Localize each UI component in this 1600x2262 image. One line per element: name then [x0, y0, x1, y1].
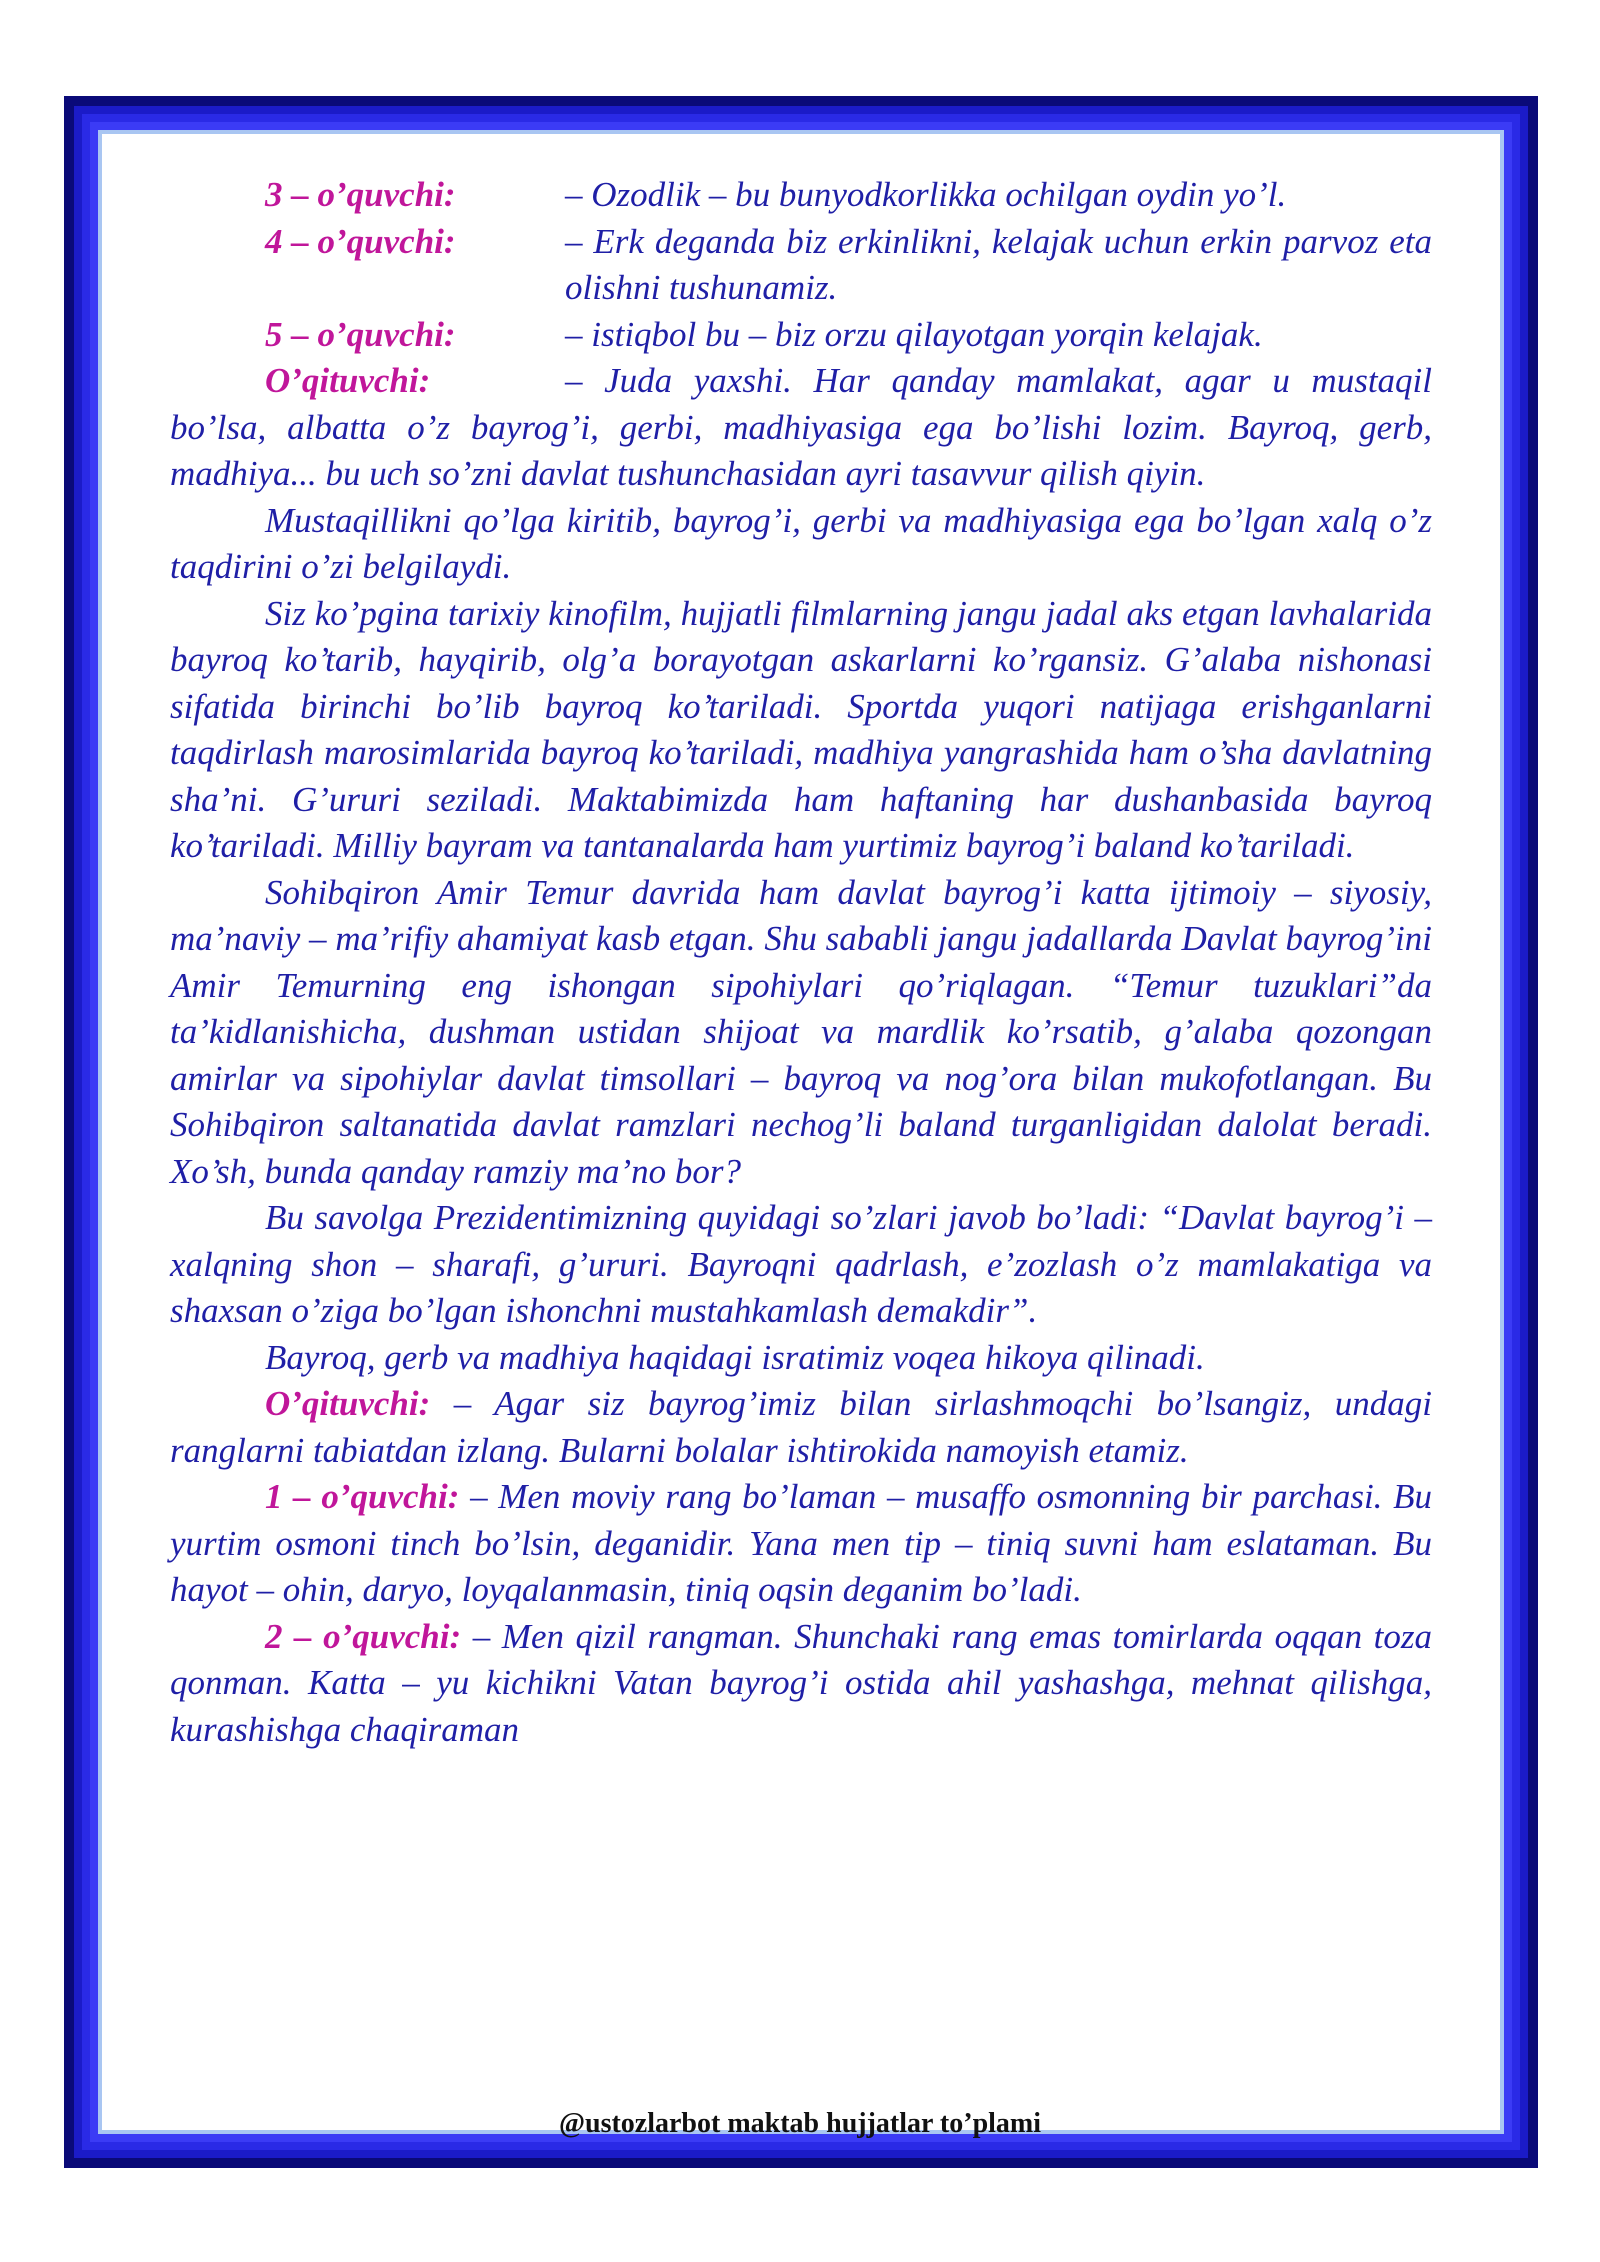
dialogue-text: – istiqbol bu – biz orzu qilayotgan yorqin kelajak. — [565, 314, 1263, 354]
teacher-paragraph — [170, 358, 1432, 498]
dialogue-line — [170, 172, 1432, 219]
dialogue-text: – Juda yaxshi. Har qanday mamlakat, agar u mustaqil bo’lsa, albatta o’z bayrog’i, gerbi, madhiyasiga ega bo’lishi lozim. Bayroq, gerb, madhiya... bu uch so’zni davlat tushunchasidan ayri tasavvur qilish qiyin. — [170, 361, 1432, 493]
student-paragraph — [170, 1614, 1432, 1754]
body-paragraph: Mustaqillikni qo’lga kiritib, bayrog’i, gerbi va madhiyasiga ega bo’lgan xalq o’z taqdirini o’zi belgilaydi. — [170, 500, 1432, 586]
body-paragraph: Sohibqiron Amir Temur davrida ham davlat bayrog’i katta ijtimoiy – siyosiy, ma’naviy – ma’rifiy ahamiyat kasb etgan. Shu sababli jangu jadallarda Davlat bayrog’ini Amir Temurning eng ishongan sipohiylari qo’riqlagan. “Temur tuzuklari”da ta’kidlanishicha, dushman ustidan shijoat va mardlik ko’rsatib, g’alaba qozongan amirlar va sipohiylar davlat timsollari – bayroq va nog’ora bilan mukofotlangan. Bu Sohibqiron saltanatida davlat ramzlari nechog’li baland turganligidan dalolat beradi. Xo’sh, bunda qanday ramziy ma’no bor? — [170, 872, 1432, 1191]
speaker-label: O’qituvchi: — [265, 361, 431, 400]
speaker-label: 3 – o’quvchi: — [265, 175, 456, 214]
dialogue-text: – Men moviy rang bo’laman – musaffo osmonning bir parchasi. Bu yurtim osmoni tinch bo’lsin, deganidir. Yana men tip – tiniq suvni ham eslataman. Bu hayot – ohin, daryo, loyqalanmasin, tiniq oqsin deganim bo’ladi. — [170, 1477, 1432, 1609]
dialogue-line — [170, 219, 1432, 312]
dialogue-text: – Erk deganda biz erkinlikni, kelajak uchun erkin parvoz eta olishni tushunamiz. — [565, 221, 1432, 307]
dialogue-text: – Ozodlik – bu bunyodkorlikka ochilgan oydin yo’l. — [565, 175, 1287, 214]
dialogue-text: – Agar siz bayrog’imiz bilan sirlashmoqchi bo’lsangiz, undagi ranglarni tabiatdan izlang. Bularni bolalar ishtirokida namoyish etamiz. — [170, 1384, 1432, 1470]
student-paragraph — [170, 1474, 1432, 1614]
speaker-label: 2 – o’quvchi: — [265, 1616, 462, 1656]
page-footer: @ustozlarbot maktab hujjatlar to’plami — [558, 2108, 1042, 2139]
teacher-paragraph — [170, 1381, 1432, 1474]
speaker-label: 4 – o’quvchi: — [265, 221, 456, 261]
speaker-label: O’qituvchi: — [265, 1384, 431, 1423]
document-body — [170, 172, 1432, 1753]
speaker-label: 5 – o’quvchi: — [265, 314, 456, 354]
body-paragraph: Siz ko’pgina tarixiy kinofilm, hujjatli filmlarning jangu jadal aks etgan lavhalarida bayroq ko’tarib, hayqirib, olg’a borayotgan askarlarni ko’rgansiz. G’alaba nishonasi sifatida birinchi bo’lib bayroq ko’tariladi. Sportda yuqori natijaga erishganlarni taqdirlash marosimlarida bayroq ko’tariladi, madhiya yangrashida ham o’sha davlatning sha’ni. G’ururi seziladi. Maktabimizda ham haftaning har dushanbasida bayroq ko’tariladi. Milliy bayram va tantanalarda ham yurtimiz bayrog’i baland ko’tariladi. — [170, 593, 1432, 865]
body-paragraph: Bu savolga Prezidentimizning quyidagi so’zlari javob bo’ladi: “Davlat bayrog’i – xalqning shon – sharafi, g’ururi. Bayroqni qadrlash, e’zozlash o’z mamlakatiga va shaxsan o’ziga bo’lgan ishonchni mustahkamlash demakdir”. — [170, 1198, 1432, 1330]
dialogue-line — [170, 312, 1432, 359]
dialogue-text: – Men qizil rangman. Shunchaki rang emas tomirlarda oqqan toza qonman. Katta – yu kichikni Vatan bayrog’i ostida ahil yashashga, mehnat qilishga, kurashishga chaqiraman — [170, 1616, 1432, 1749]
body-paragraph: Bayroq, gerb va madhiya haqidagi isratimiz voqea hikoya qilinadi. — [265, 1337, 1205, 1377]
speaker-label: 1 – o’quvchi: — [265, 1477, 460, 1516]
